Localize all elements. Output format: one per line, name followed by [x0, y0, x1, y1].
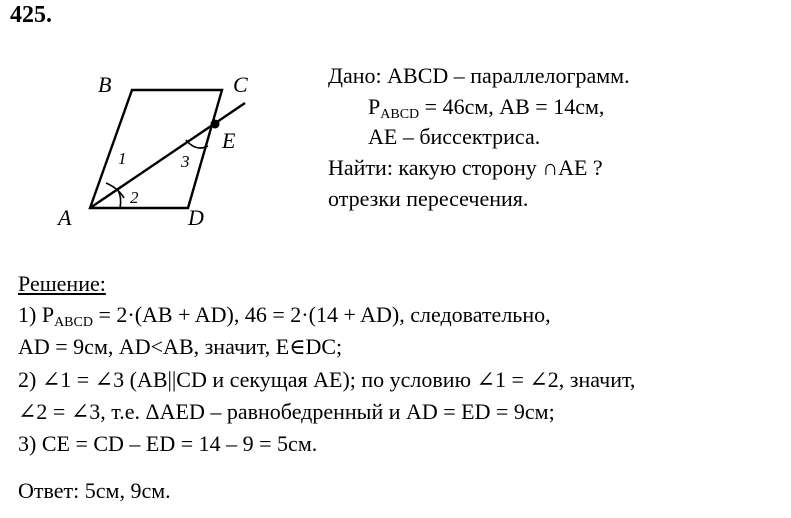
solution-step-3: 3) CE = CD – ED = 14 – 9 = 5см. — [18, 431, 318, 456]
label-angle-2: 2 — [130, 188, 139, 207]
bisector-ae — [90, 103, 245, 208]
parallelogram-abcd — [90, 90, 222, 208]
solution-step-1: 1) PABCD = 2·(AB + AD), 46 = 2·(14 + AD), следовательно, — [18, 302, 551, 330]
label-e: E — [222, 128, 236, 153]
label-angle-3: 3 — [181, 152, 190, 171]
label-d: D — [188, 205, 204, 230]
given-line-3: AE – биссектриса. — [368, 124, 541, 149]
solution-step-2-cont: ∠2 = ∠3, т.е. ΔAED – равнобедренный и AD = ED = 9см; — [18, 399, 555, 424]
label-c: C — [233, 72, 248, 97]
answer-line: Ответ: 5см, 9см. — [18, 478, 171, 503]
solution-step-1-cont: AD = 9см, AD<AB, значит, E∈DC; — [18, 334, 343, 359]
given-line-1: Дано: ABCD – параллелограмм. — [328, 63, 630, 88]
label-b: B — [98, 72, 112, 97]
find-line-2: отрезки пересечения. — [328, 186, 529, 211]
label-a: A — [58, 205, 72, 230]
label-angle-1: 1 — [118, 149, 127, 168]
solution-heading: Решение: — [18, 271, 106, 296]
given-line-2: PABCD = 46см, AB = 14см, — [368, 94, 605, 122]
point-e — [211, 120, 220, 129]
problem-number: 425. — [10, 2, 52, 28]
solution-step-2: 2) ∠1 = ∠3 (AB||CD и секущая AE); по условию ∠1 = ∠2, значит, — [18, 367, 636, 392]
find-line-1: Найти: какую сторону ∩AE ? — [328, 155, 603, 180]
